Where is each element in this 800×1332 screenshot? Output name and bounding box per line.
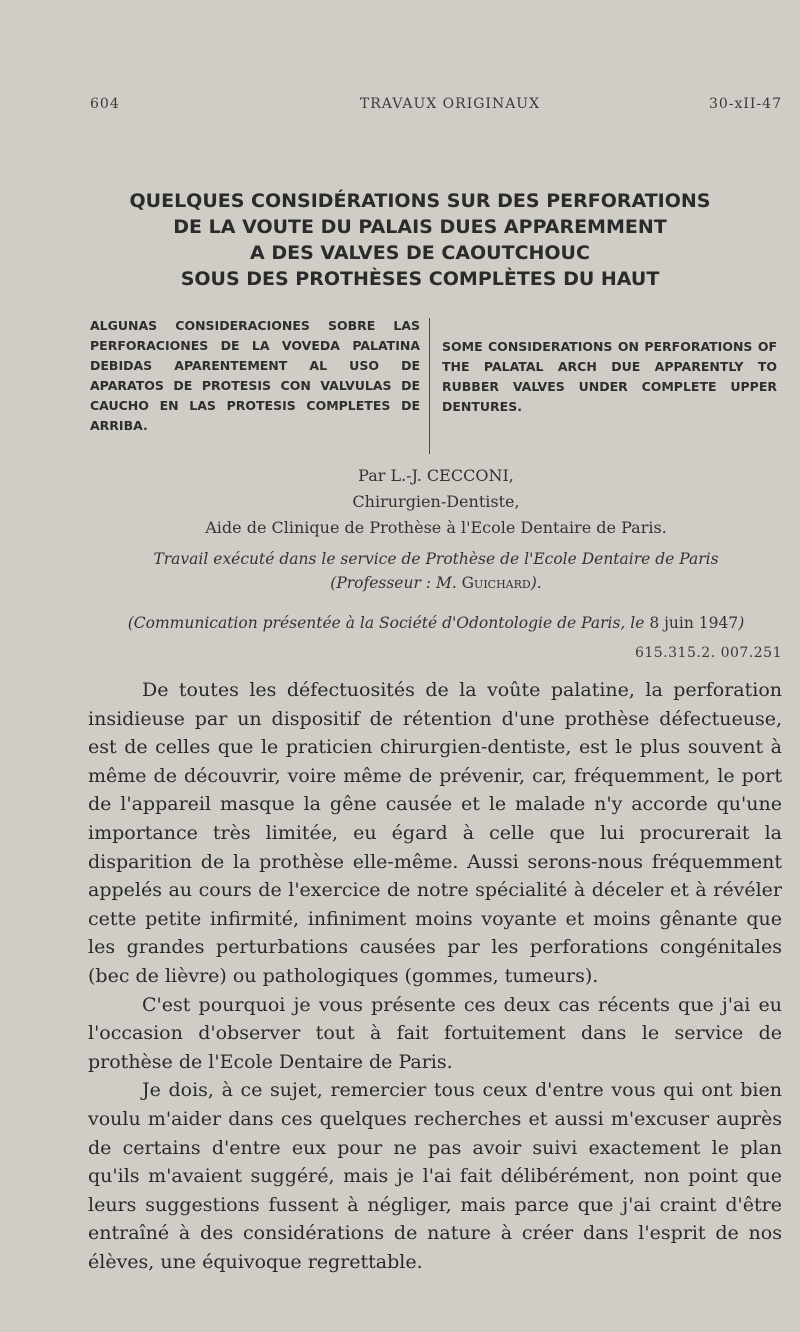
english-subtitle: SOME CONSIDERATIONS ON PERFORATIONS OF THE PALATAL ARCH DUE APPARENTLY TO RUBBER VALVES UNDER COMPLETE UPPER DENTURES. [442, 339, 777, 414]
body-paragraph: De toutes les défectuosités de la voûte palatine, la perforation insidieuse par un dispositif de rétention d'une prothèse défectueuse, est de celles que le praticien chirurgien-dentiste, est le plus souvent à même de découvrir, voire même de prévenir, car, fréquemment, le port de l'appareil masque la gêne causée et le malade n'y accorde qu'une importance très limitée, eu égard à celle que lui procurerait la disparition de la prothèse elle-même. Aussi serons-nous fréquemment appelés au cours de l'exercice de notre spécialité à déceler et à révéler cette petite infirmité, infiniment moins voyante et moins gênante que les grandes perturbations causées par les perforations congénitales (bec de lièvre) ou pathologiques (gommes, tumeurs). [88, 679, 782, 987]
title-line: SOUS DES PROTHÈSES COMPLÈTES DU HAUT [180, 268, 660, 290]
author-line: Par L.-J. CECCONI, [358, 466, 514, 485]
professor-name: Guichard [461, 574, 531, 592]
communication-suffix: ) [738, 614, 745, 632]
classification-code: 615.315.2. 007.251 [634, 645, 782, 661]
communication-prefix: (Communication présentée à la Société d'Odontologie de Paris, le [127, 614, 650, 632]
communication-note [90, 614, 782, 632]
professor-note [90, 574, 782, 592]
professor-prefix: (Professeur : M. [330, 574, 462, 592]
section-title: TRAVAUX ORIGINAUX [359, 96, 541, 112]
title-line: DE LA VOUTE DU PALAIS DUES APPAREMMENT [173, 216, 667, 238]
issue-date: 30-xII-47 [708, 96, 782, 112]
author-role: Chirurgien-Dentiste, [352, 492, 520, 511]
communication-date: 8 juin 1947 [649, 614, 739, 632]
body-paragraph: C'est pourquoi je vous présente ces deux cas récents que j'ai eu l'occasion d'observer tout à fait fortuitement dans le service de prothèse de l'Ecole Dentaire de Paris. [88, 993, 782, 1073]
professor-suffix: ). [530, 574, 542, 592]
title-line: QUELQUES CONSIDÉRATIONS SUR DES PERFORATIONS [129, 190, 711, 212]
page-number: 604 [90, 96, 120, 112]
work-note: Travail exécuté dans le service de Prothèse de l'Ecole Dentaire de Paris [153, 550, 719, 568]
running-head [90, 96, 782, 116]
author-affiliation: Aide de Clinique de Prothèse à l'Ecole Dentaire de Paris. [205, 518, 667, 537]
title-line: A DES VALVES DE CAOUTCHOUC [250, 242, 590, 264]
spanish-subtitle: ALGUNAS CONSIDERACIONES SOBRE LAS PERFORACIONES DE LA VOVEDA PALATINA DEBIDAS APARENTEMENT AL USO DE APARATOS DE PROTESIS CON VALVULAS DE CAUCHO EN LAS PROTESIS COMPLETES DE ARRIBA. [90, 318, 420, 433]
column-divider [429, 318, 430, 454]
article-body [88, 676, 782, 1276]
body-paragraph: Je dois, à ce sujet, remercier tous ceux d'entre vous qui ont bien voulu m'aider dans ces quelques recherches et aussi m'excuser auprès de certains d'entre eux pour ne pas avoir suivi exactement le plan qu'ils m'avaient suggéré, mais je l'ai fait délibérément, non point que leurs suggestions fussent à négliger, mais parce que j'ai craint d'être entraîné à des considérations de nature à créer dans l'esprit de nos élèves, une équivoque regrettable. [88, 1079, 782, 1273]
article-title [70, 188, 770, 292]
